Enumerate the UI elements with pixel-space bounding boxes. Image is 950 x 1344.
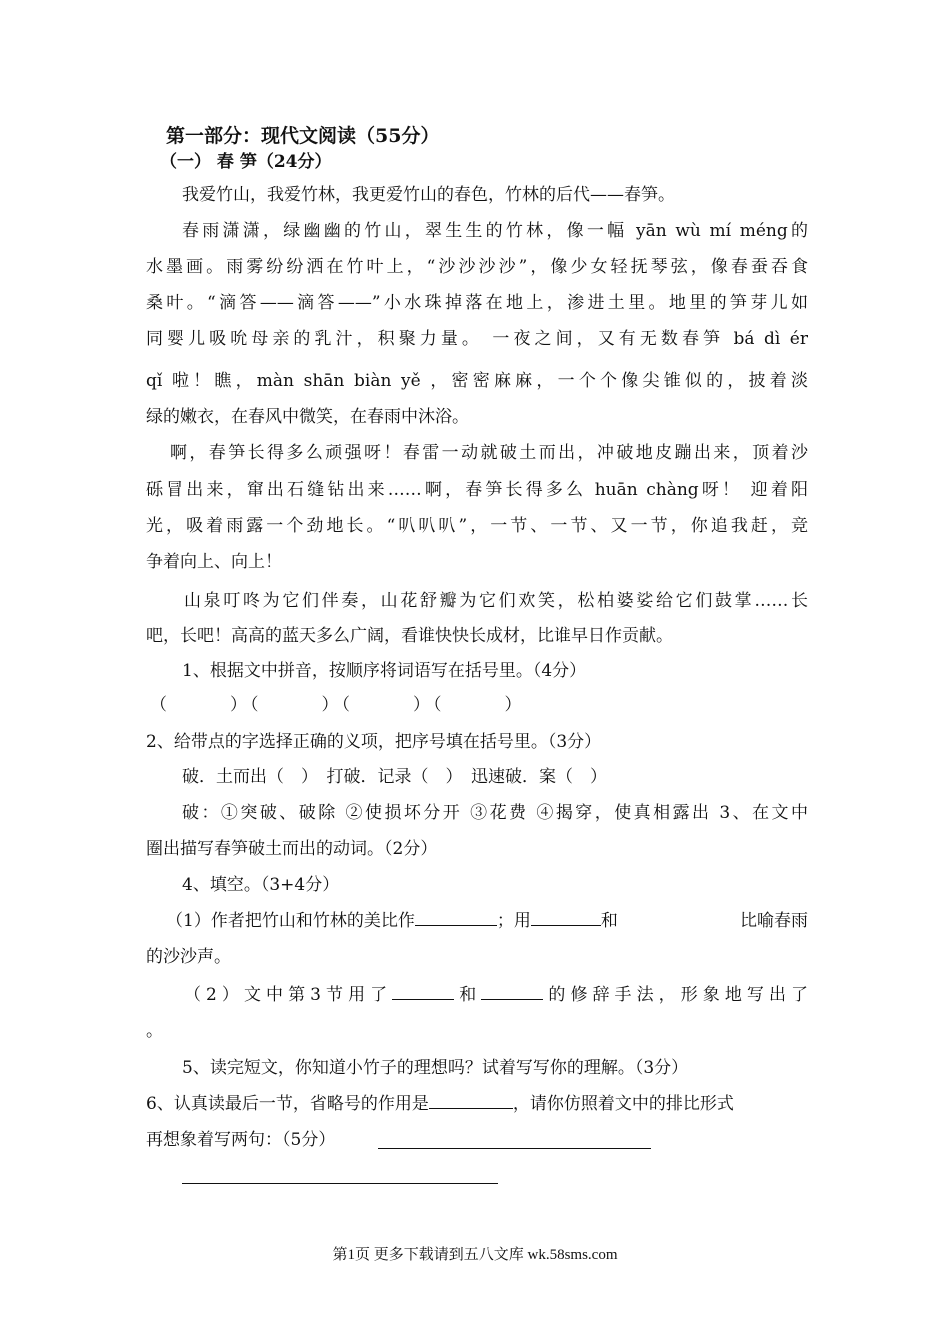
paragraph-2-line-1: 春雨潇潇，绿幽幽的竹山，翠生生的竹林，像一幅 yān wù mí méng的: [182, 221, 808, 241]
paragraph-4-line-1: 山泉叮咚为它们伴奏，山花舒瓣为它们欢笑，松柏婆娑给它们鼓掌……长: [184, 591, 808, 611]
paragraph-3-line-2: 砾冒出来，窜出石缝钻出来……啊，春笋长得多么 huān chàng呀！ 迎着阳: [146, 480, 808, 500]
question-4-2-text-b: 和: [454, 985, 482, 1005]
paragraph-2-line-6: 绿的嫩衣，在春风中微笑，在春雨中沐浴。: [146, 407, 469, 427]
question-1-brackets: （ ）（ ）（ ）（ ）: [150, 695, 525, 715]
question-4-2-text-a: （2）文中第3节用了: [184, 985, 393, 1005]
question-2-options-line-2: 圈出描写春笋破土而出的动词。（2分）: [146, 839, 438, 859]
question-4-2-text-c: 的修辞手法，形象地写出了: [543, 985, 809, 1005]
answer-line-6-a[interactable]: [378, 1148, 651, 1149]
question-2-options-line-1: 破：①突破、破除 ②使损坏分开 ③花费 ④揭穿，使真相露出 3、在文中: [182, 803, 808, 823]
question-1: 1、根据文中拼音，按顺序将词语写在括号里。（4分）: [182, 661, 587, 681]
question-6-text-b: ，请你仿照着文中的排比形式: [512, 1094, 734, 1114]
answer-blank-4-1-a[interactable]: [415, 909, 497, 926]
question-6-line-2: 再想象着写两句：（5分）: [146, 1130, 336, 1150]
question-4-1-text-a: （1）作者把竹山和竹林的美比作: [166, 911, 415, 931]
answer-blank-4-2-b[interactable]: [481, 983, 543, 1000]
answer-line-6-b[interactable]: [182, 1183, 498, 1184]
question-2-items: 破．土而出（ ） 打破．记录（ ） 迅速破．案（ ）: [182, 767, 607, 787]
question-6-text-a: 6、认真读最后一节，省略号的作用是: [146, 1094, 429, 1114]
question-4-1-text-c: 和: [600, 911, 618, 931]
paragraph-2-line-4: 同婴儿吸吮母亲的乳汁，积聚力量。 一夜之间，又有无数春笋 bá dì ér: [146, 329, 808, 349]
question-6-line-1: [146, 1092, 808, 1116]
page-footer: 第1页 更多下载请到五八文库 wk.58sms.com: [332, 1247, 618, 1263]
paragraph-3-line-1: 啊，春笋长得多么顽强呀！春雷一动就破土而出，冲破地皮蹦出来，顶着沙: [170, 443, 808, 463]
question-5: 5、读完短文，你知道小竹子的理想吗？试着写写你的理解。（3分）: [182, 1058, 689, 1078]
question-4-1-line-1: [166, 909, 808, 933]
answer-blank-6-a[interactable]: [429, 1092, 513, 1109]
paragraph-3-line-4: 争着向上、向上！: [146, 552, 282, 572]
question-4-1-text-d: 比喻春雨: [740, 911, 808, 931]
paragraph-4-line-2: 吧，长吧！高高的蓝天多么广阔，看谁快快长成材，比谁早日作贡献。: [146, 626, 673, 646]
question-4-2-line-2: 。: [146, 1021, 163, 1041]
answer-space-4-1-c[interactable]: [618, 909, 698, 926]
paragraph-2-line-3: 桑叶。“滴答——滴答——”小水珠掉落在地上，渗进土里。地里的笋芽儿如: [146, 293, 808, 313]
question-4-1-text-b: ；用: [496, 911, 531, 931]
answer-blank-4-1-b[interactable]: [531, 909, 601, 926]
answer-blank-4-2-a[interactable]: [392, 983, 454, 1000]
question-2: 2、给带点的字选择正确的义项，把序号填在括号里。（3分）: [146, 732, 602, 752]
question-4-1-line-2: 的沙沙声。: [146, 947, 231, 967]
question-4-2-line-1: [184, 983, 808, 1007]
section-title: 第一部分：现代文阅读（55分）: [166, 125, 440, 147]
passage-title: （一） 春 笋（24分）: [160, 152, 332, 172]
paragraph-3-line-3: 光，吸着雨露一个劲地长。“叭叭叭”，一节、一节、又一节，你追我赶，竞: [146, 516, 808, 536]
paragraph-2-line-2: 水墨画。雨雾纷纷洒在竹叶上，“沙沙沙沙”，像少女轻抚琴弦，像春蚕吞食: [146, 257, 808, 277]
paragraph-1-line-1: 我爱竹山，我爱竹林，我更爱竹山的春色，竹林的后代——春笋。: [182, 185, 675, 205]
question-4: 4、填空。（3+4分）: [182, 875, 340, 895]
paragraph-2-line-5: qǐ 啦！瞧，màn shān biàn yě ，密密麻麻，一个个像尖锥似的，披着淡: [146, 371, 808, 391]
